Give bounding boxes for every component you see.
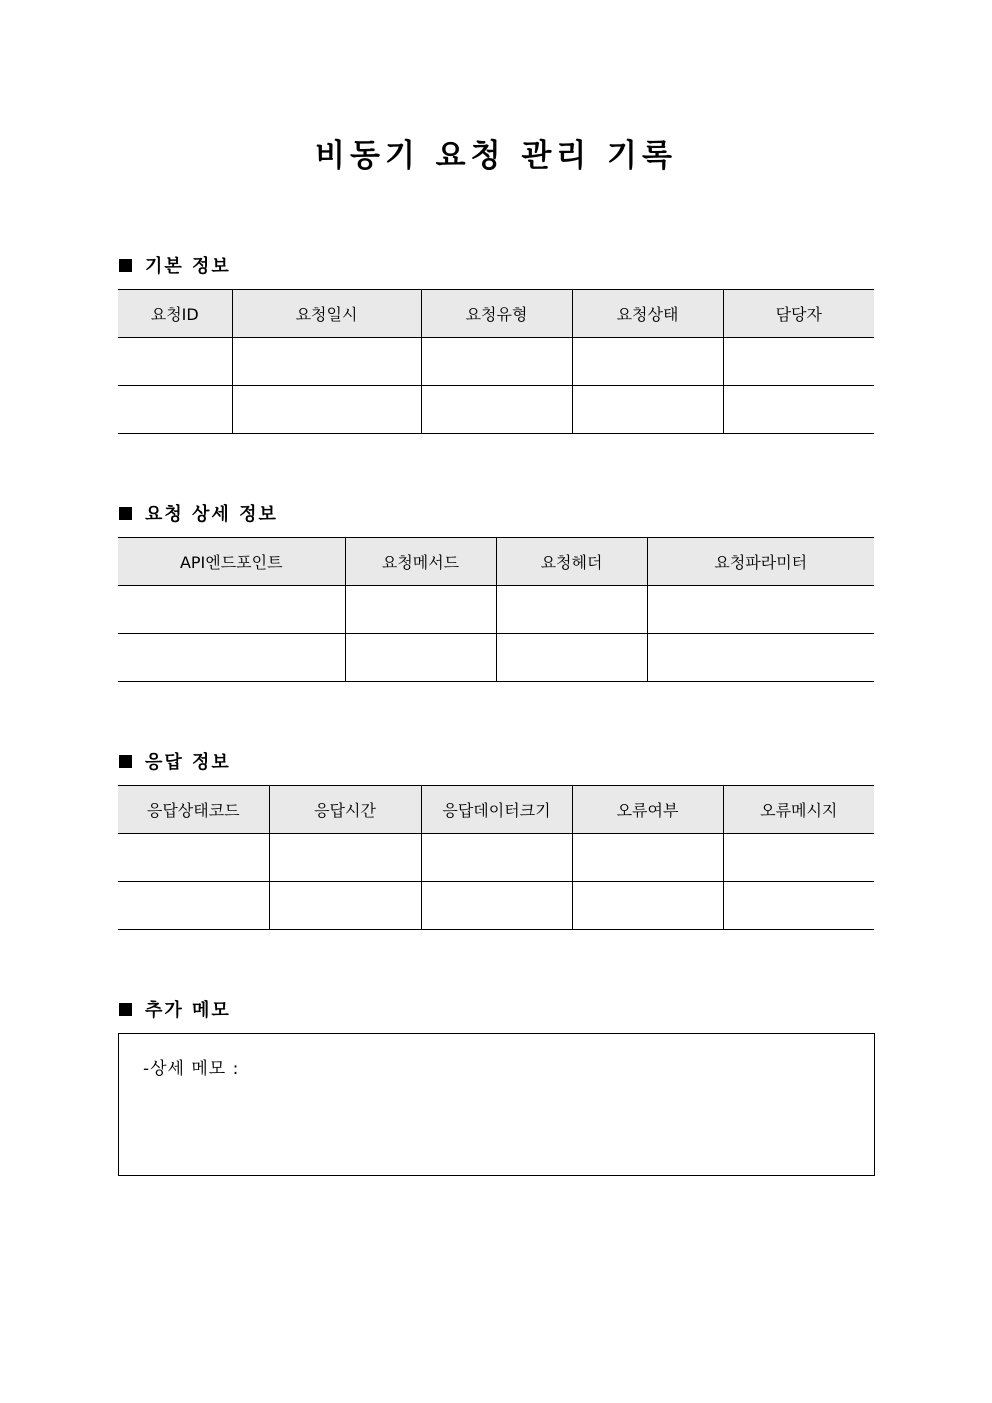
table-cell[interactable]: [118, 386, 232, 434]
table-cell[interactable]: [269, 834, 421, 882]
table-cell[interactable]: [647, 586, 874, 634]
table-cell[interactable]: [496, 586, 647, 634]
basic-info-table: [118, 289, 874, 434]
table-cell[interactable]: [572, 834, 723, 882]
table-cell[interactable]: [572, 338, 723, 386]
table-header-row: [118, 290, 874, 338]
response-info-table: [118, 785, 874, 930]
column-header: API엔드포인트: [118, 538, 345, 586]
column-header: 요청메서드: [345, 538, 496, 586]
section-heading-memo: [119, 996, 231, 1022]
table-cell[interactable]: [723, 338, 874, 386]
column-header: 요청ID: [118, 290, 232, 338]
column-header: 응답시간: [269, 786, 421, 834]
table-cell[interactable]: [723, 834, 874, 882]
table-cell[interactable]: [723, 386, 874, 434]
page-title: 비동기 요청 관리 기록: [315, 138, 677, 174]
column-header: 오류여부: [572, 786, 723, 834]
request-detail-table: [118, 537, 874, 682]
column-header: 요청헤더: [496, 538, 647, 586]
table-cell[interactable]: [421, 338, 572, 386]
table-cell[interactable]: [118, 834, 269, 882]
table-cell[interactable]: [647, 634, 874, 682]
memo-box[interactable]: [118, 1033, 875, 1176]
table-cell[interactable]: [496, 634, 647, 682]
table-row: [118, 882, 874, 930]
table-row: [118, 634, 874, 682]
table-cell[interactable]: [345, 586, 496, 634]
table-cell[interactable]: [118, 338, 232, 386]
table-cell[interactable]: [269, 882, 421, 930]
square-bullet-icon: [119, 755, 132, 768]
square-bullet-icon: [119, 259, 132, 272]
table-cell[interactable]: [345, 634, 496, 682]
table-cell[interactable]: [572, 386, 723, 434]
table-row: [118, 338, 874, 386]
section-heading-response-label: 응답 정보: [145, 752, 231, 773]
table-row: [118, 834, 874, 882]
table-cell[interactable]: [118, 882, 269, 930]
table-cell[interactable]: [421, 386, 572, 434]
table-header-row: [118, 786, 874, 834]
table-cell[interactable]: [118, 634, 345, 682]
section-heading-memo-label: 추가 메모: [145, 1000, 231, 1021]
table-cell[interactable]: [572, 882, 723, 930]
table-cell[interactable]: [421, 882, 572, 930]
column-header: 요청일시: [232, 290, 421, 338]
column-header: 요청파라미터: [647, 538, 874, 586]
table-cell[interactable]: [421, 834, 572, 882]
square-bullet-icon: [119, 1003, 132, 1016]
table-header-row: [118, 538, 874, 586]
column-header: 담당자: [723, 290, 874, 338]
table-cell[interactable]: [232, 338, 421, 386]
table-row: [118, 386, 874, 434]
section-heading-detail-label: 요청 상세 정보: [145, 504, 278, 525]
column-header: 응답상태코드: [118, 786, 269, 834]
table-row: [118, 586, 874, 634]
square-bullet-icon: [119, 507, 132, 520]
table-cell[interactable]: [232, 386, 421, 434]
section-heading-basic-label: 기본 정보: [145, 256, 231, 277]
memo-label: -상세 메모 :: [143, 1059, 240, 1079]
column-header: 응답데이터크기: [421, 786, 572, 834]
table-cell[interactable]: [118, 586, 345, 634]
section-heading-detail: [119, 500, 278, 526]
column-header: 오류메시지: [723, 786, 874, 834]
column-header: 요청유형: [421, 290, 572, 338]
table-cell[interactable]: [723, 882, 874, 930]
column-header: 요청상태: [572, 290, 723, 338]
section-heading-basic: [119, 252, 231, 278]
section-heading-response: [119, 748, 231, 774]
